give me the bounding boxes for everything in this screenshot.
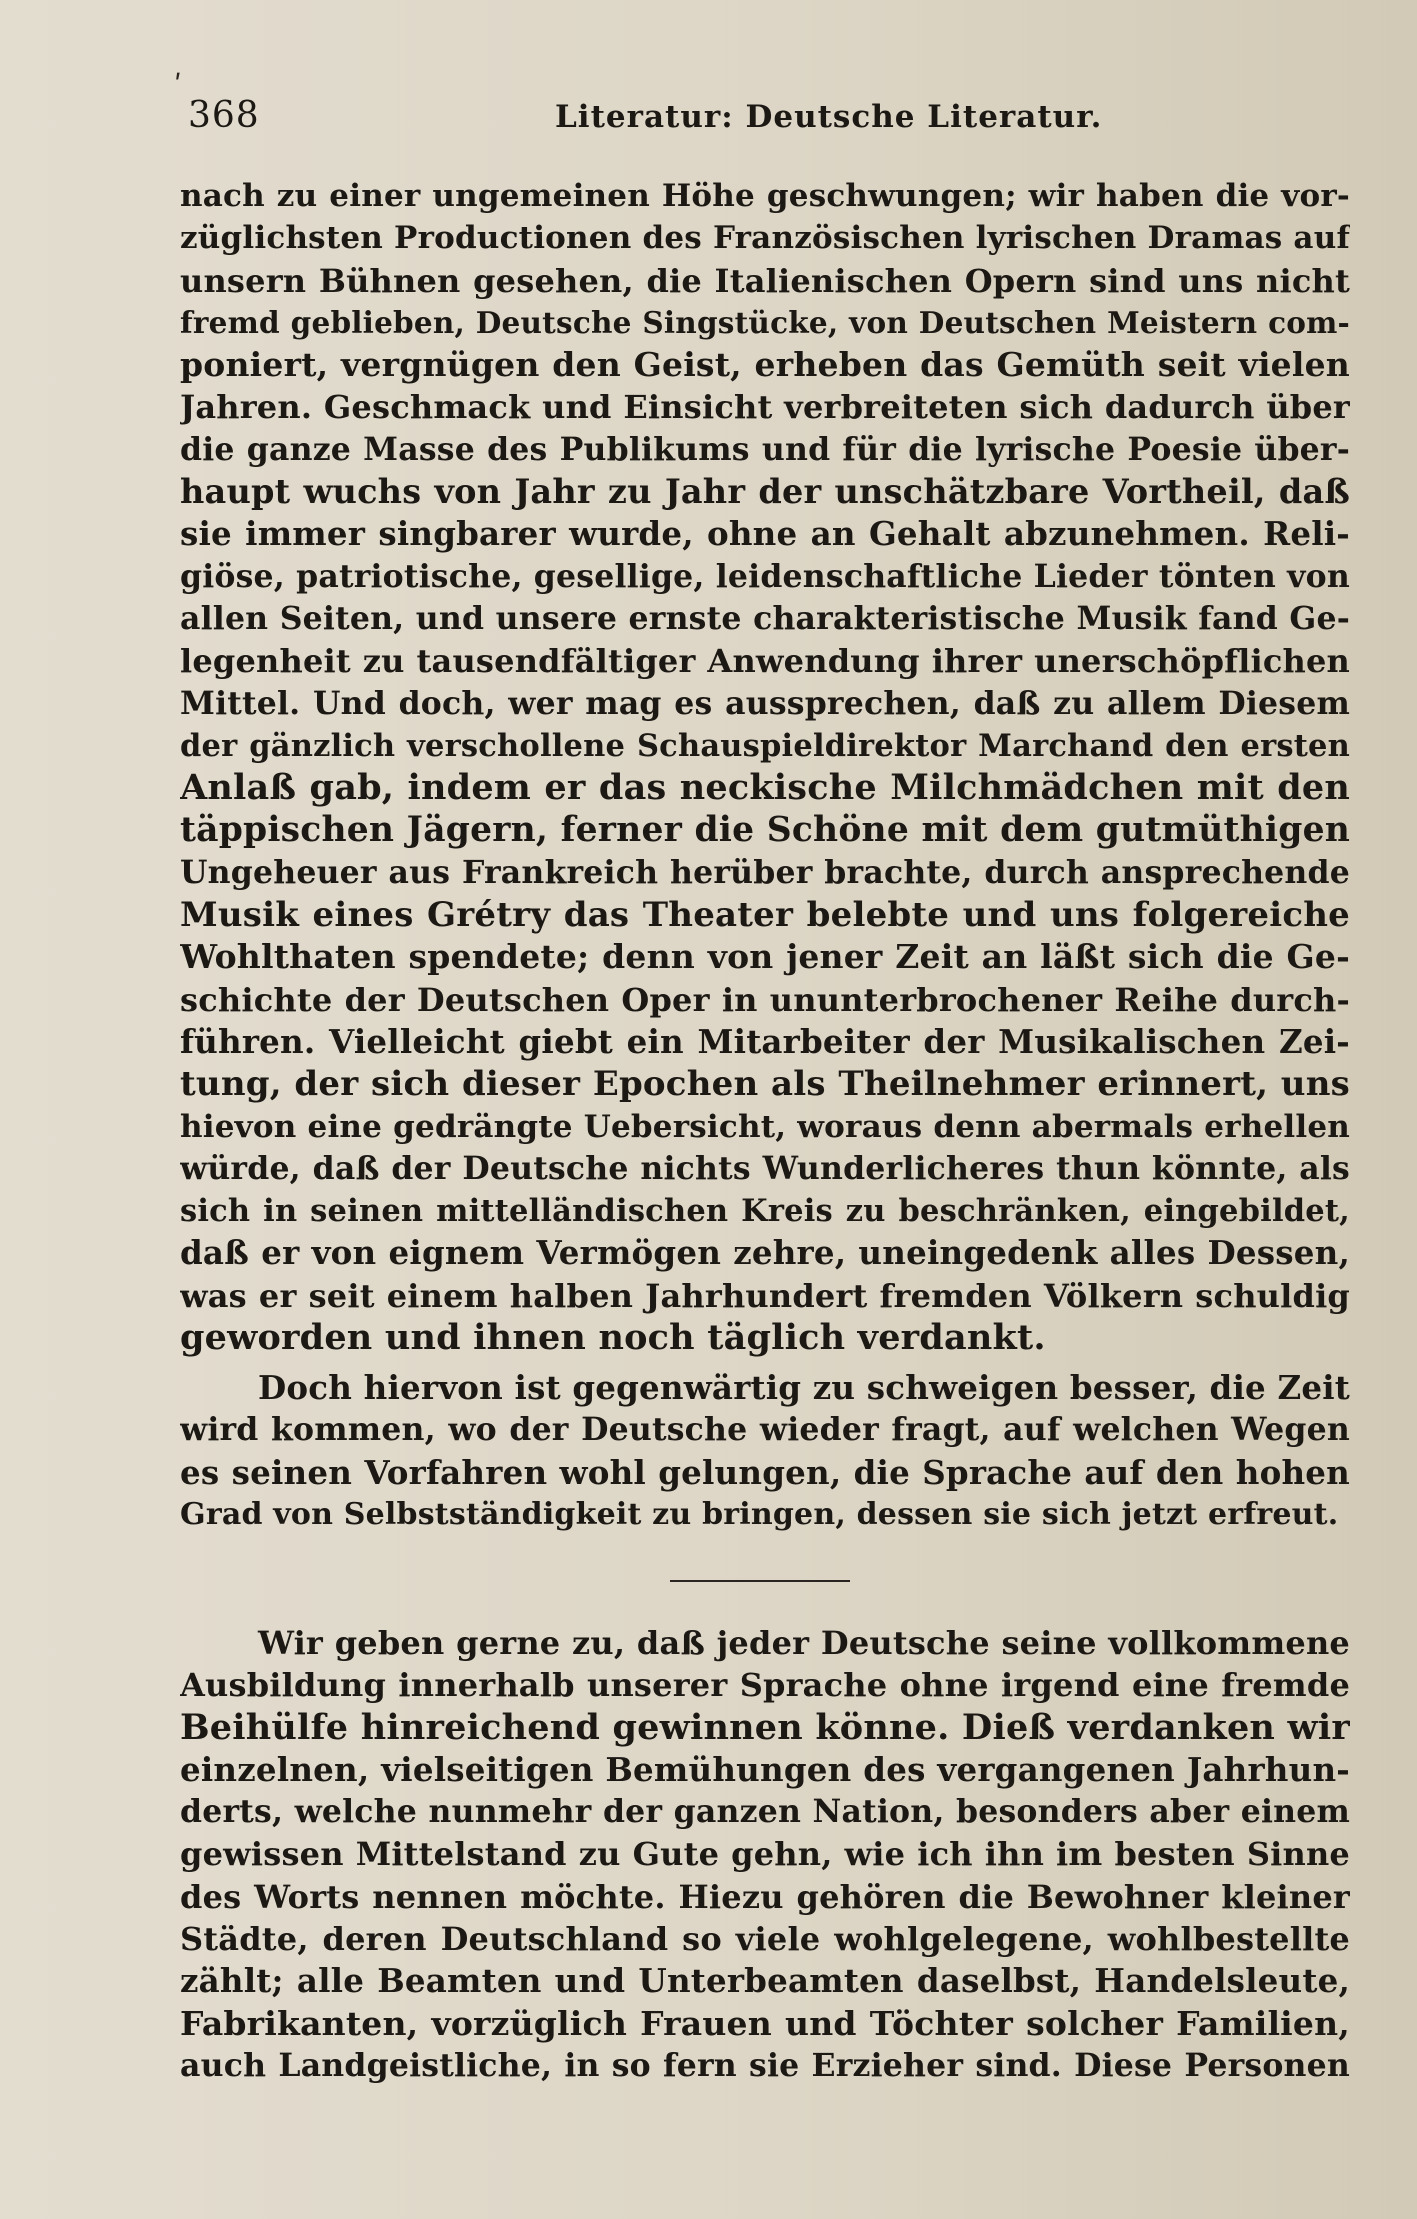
paragraph-3 bbox=[180, 1622, 1350, 2087]
text-line: was er seit einem halben Jahrhundert fremden Völkern schuldig bbox=[180, 1276, 1350, 1315]
text-line: Mittel. Und doch, wer mag es aussprechen, daß zu allem Diesem bbox=[180, 684, 1350, 722]
text-line: tung, der sich dieser Epochen als Theilnehmer erinnert, uns bbox=[180, 1064, 1350, 1105]
text-line: sich in seinen mittelländischen Kreis zu beschränken, eingebildet, bbox=[180, 1193, 1350, 1230]
text-line: Jahren. Geschmack und Einsicht verbreiteten sich dadurch über bbox=[180, 388, 1350, 427]
paragraph-2 bbox=[180, 1367, 1350, 1536]
text-line: hievon eine gedrängte Uebersicht, woraus denn abermals erhellen bbox=[180, 1108, 1350, 1145]
text-line: unsern Bühnen gesehen, die Italienischen Opern sind uns nicht bbox=[180, 261, 1350, 300]
text-line: legenheit zu tausendfältiger Anwendung ihrer unerschöpflichen bbox=[180, 642, 1350, 681]
text-line: giöse, patriotische, gesellige, leidenschaftliche Lieder tönten von bbox=[180, 557, 1350, 595]
text-line: daß er von eignem Vermögen zehre, uneingedenk alles Dessen, bbox=[180, 1233, 1350, 1273]
page-number: 368 bbox=[188, 95, 260, 136]
text-line: nach zu einer ungemeinen Höhe geschwungen; wir haben die vor- bbox=[180, 178, 1350, 214]
text-line: Anlaß gab, indem er das neckische Milchmädchen mit den bbox=[180, 767, 1350, 809]
text-line: führen. Vielleicht giebt ein Mitarbeiter der Musikalischen Zei- bbox=[180, 1021, 1350, 1061]
text-line: Städte, deren Deutschland so viele wohlgelegene, wohlbestellte bbox=[180, 1920, 1350, 1959]
text-line: haupt wuchs von Jahr zu Jahr der unschätzbare Vortheil, daß bbox=[180, 472, 1350, 512]
running-head: Literatur: Deutsche Literatur. bbox=[555, 99, 1103, 135]
text-line: geworden und ihnen noch täglich verdankt. bbox=[180, 1317, 1046, 1359]
text-line: Doch hiervon ist gegenwärtig zu schweigen besser, die Zeit bbox=[258, 1368, 1350, 1407]
text-line: züglichsten Productionen des Französischen lyrischen Dramas auf bbox=[180, 220, 1350, 257]
text-line: schichte der Deutschen Oper in ununterbrochener Reihe durch- bbox=[180, 980, 1350, 1019]
text-line: fremd geblieben, Deutsche Singstücke, von Deutschen Meistern com- bbox=[180, 304, 1350, 340]
text-line: der gänzlich verschollene Schauspieldirektor Marchand den ersten bbox=[180, 727, 1350, 764]
text-line: zählt; alle Beamten und Unterbeamten daselbst, Handelsleute, bbox=[180, 1961, 1350, 2001]
pencil-mark: ʹ bbox=[174, 69, 182, 102]
text-line: täppischen Jägern, ferner die Schöne mit dem gutmüthigen bbox=[180, 810, 1350, 851]
text-line: Wohlthaten spendete; denn von jener Zeit an läßt sich die Ge- bbox=[180, 937, 1350, 977]
text-line: Grad von Selbstständigkeit zu bringen, dessen sie sich jetzt erfreut. bbox=[180, 1496, 1339, 1532]
text-line: sie immer singbarer wurde, ohne an Gehalt abzunehmen. Reli- bbox=[180, 514, 1350, 554]
text-line: Ausbildung innerhalb unserer Sprache ohne irgend eine fremde bbox=[180, 1666, 1350, 1705]
text-line: wird kommen, wo der Deutsche wieder fragt, auf welchen Wegen bbox=[180, 1411, 1350, 1449]
section-divider bbox=[670, 1580, 850, 1582]
text-line: derts, welche nunmehr der ganzen Nation, besonders aber einem bbox=[180, 1793, 1350, 1831]
text-line: poniert, vergnügen den Geist, erheben das Gemüth seit vielen bbox=[180, 345, 1350, 385]
text-line: Ungeheuer aus Frankreich herüber brachte, durch ansprechende bbox=[180, 853, 1350, 891]
text-line: des Worts nennen möchte. Hiezu gehören die Bewohner kleiner bbox=[180, 1877, 1350, 1916]
text-line: Fabrikanten, vorzüglich Frauen und Töchter solcher Familien, bbox=[180, 2003, 1350, 2043]
paragraph-1 bbox=[180, 175, 1350, 1359]
text-line: auch Landgeistliche, in so fern sie Erzieher sind. Diese Personen bbox=[180, 2046, 1350, 2084]
text-line: die ganze Masse des Publikums und für die lyrische Poesie über- bbox=[180, 430, 1350, 468]
text-line: es seinen Vorfahren wohl gelungen, die Sprache auf den hohen bbox=[180, 1452, 1350, 1492]
text-line: gewissen Mittelstand zu Gute gehn, wie ich ihn im besten Sinne bbox=[180, 1835, 1350, 1874]
text-line: Beihülfe hinreichend gewinnen könne. Dieß verdanken wir bbox=[180, 1706, 1350, 1748]
text-line: Wir geben gerne zu, daß jeder Deutsche seine vollkommene bbox=[258, 1624, 1350, 1662]
text-line: Musik eines Grétry das Theater belebte und uns folgereiche bbox=[180, 895, 1350, 936]
text-line: allen Seiten, und unsere ernste charakteristische Musik fand Ge- bbox=[180, 599, 1350, 637]
text-line: würde, daß der Deutsche nichts Wunderlicheres thun könnte, als bbox=[180, 1149, 1350, 1187]
text-line: einzelnen, vielseitigen Bemühungen des vergangenen Jahrhun- bbox=[180, 1749, 1350, 1789]
